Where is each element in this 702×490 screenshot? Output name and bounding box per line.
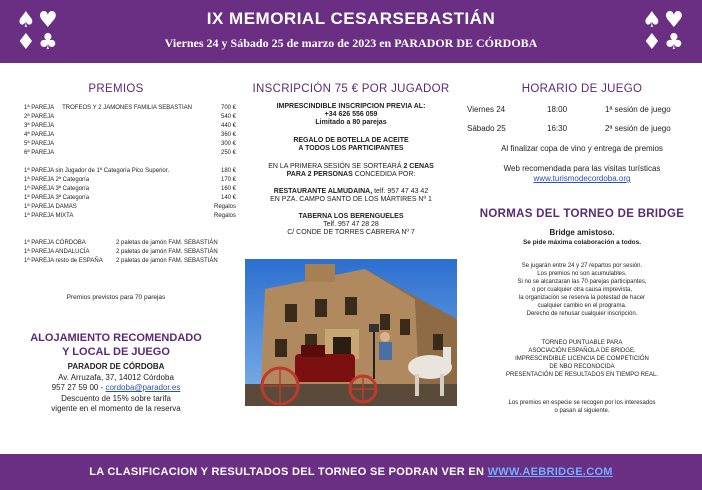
prize-label: 1ª PAREJA sin Jugador de 1ª Categoría Pico Superior. [24,168,170,174]
prize-label: 6ª PAREJA [24,150,55,156]
normas-licencia [462,339,702,379]
discount-line1: Descuento de 15% sobre tarifa [61,393,171,403]
heart-icon: ♥ [38,8,58,33]
schedule-time: 18:00 [547,105,568,114]
rule-line: o por cualquier otra causa imprevista, [531,287,633,293]
prize-row [24,176,236,184]
horario-title: HORARIO DE JUEGO [521,83,643,95]
rule-line: TORNEO PUNTUABLE PARA [541,340,623,346]
bridge-amistoso: Bridge amistoso. [549,228,615,237]
schedule-day: Sábado 25 [467,124,506,133]
inscripcion-phone: +34 626 556 059 [324,111,378,118]
sorteo-line1 [242,163,460,171]
prize-value: 250 € [220,150,236,156]
prize-row [24,185,236,193]
prize-row [24,149,236,157]
prize-value: 440 € [220,123,236,129]
diamond-icon: ♦ [642,30,662,55]
rule-line: PRESENTACIÓN DE RESULTADOS EN TIEMPO REAL. [506,372,658,378]
turismo-link[interactable]: www.turismodecordoba.org [533,174,631,183]
rule-line: o pasan al siguiente. [554,408,610,414]
prize-row [24,122,236,130]
inscripcion-title: INSCRIPCIÓN 75 € POR JUGADOR [252,83,450,95]
normas-title: NORMAS DEL TORNEO DE BRIDGE [479,208,685,220]
rule-line: DE NBO RECONOCIDA [549,364,615,370]
regalo-line1: REGALO DE BOTELLA DE ACEITE [293,137,409,144]
parador-address: Av. Arruzafa, 37, 14012 Córdoba [58,372,174,382]
premios-title: PREMIOS [88,83,144,95]
carriage-photo-illustration [245,259,457,406]
sorteo-info [242,163,460,179]
prize-label: 1ª PAREJA DAMAS [24,204,77,210]
web-link-wrap [462,174,702,184]
prize-row [24,104,236,112]
prize-label: 1ª PAREJA [24,105,55,111]
rule-line: Si no se alcanzaran las 70 parejas participantes, [517,279,647,285]
sorteo-text2: CONCEDIDA POR: [352,171,416,178]
restaurante-name: RESTAURANTE ALMUDAINA, [273,188,373,195]
premios-note: Premios previstos para 70 parejas [66,294,166,301]
prize-value: 360 € [220,132,236,138]
rule-line: Derecho de rehusar cualquier inscripción. [526,311,638,317]
prize-label: 1ª PAREJA MIXTA [24,213,74,219]
prize-row [24,131,236,139]
prize-row [24,203,236,211]
taberna-address: C/ CONDE DE TORRES CABRERA Nº 7 [287,229,415,236]
sorteo-prize2: PARA 2 PERSONAS [286,171,353,178]
prize-label: 1ª PAREJA resto de ESPAÑA [24,258,103,264]
rule-line: la organización se reserva la potestad de hacer [518,295,646,301]
prize-extra: TROFEOS Y 2 JAMONES FAMILIA SEBASTIAN [62,105,192,111]
parador-phone: 957 27 59 00 - [51,383,106,392]
prize-row [24,257,244,265]
schedule-time: 16:30 [547,124,568,133]
prize-row [24,167,236,175]
inscripcion-info [242,103,460,127]
colaboracion: Se pide máxima colaboración a todos. [522,238,642,246]
club-icon: ♣ [664,30,684,55]
rule-line: Se jugarán entre 24 y 27 repartos por sesión. [521,263,643,269]
closing-note: Al finalizar copa de vino y entrega de premios [501,144,663,153]
alojamiento-details [14,362,218,415]
prize-label: 1ª PAREJA 3ª Categoría [24,195,90,201]
cordoba-carriage-photo [245,259,457,406]
taberna-phone: Telf. 957 47 28 28 [323,221,379,228]
prize-value: 700 € [220,105,236,111]
card-suits-left [12,8,72,56]
prize-value: Regalos [213,213,236,219]
schedule-session: 1ª sesión de juego [605,105,671,114]
sorteo-line2 [242,171,460,179]
alojamiento-title-line1: ALOJAMIENTO RECOMENDADO [30,332,202,344]
club-icon: ♣ [38,30,58,55]
event-title: IX MEMORIAL CESARSEBASTIÁN [206,9,496,28]
prize-label: 1ª PAREJA ANDALUCÍA [24,249,90,255]
footer-text: LA CLASIFICACION Y RESULTADOS DEL TORNEO SE PODRAN VER EN [89,466,488,478]
header-banner [0,0,702,63]
inscripcion-previa: IMPRESCINDIBLE INSCRIPCION PREVIA AL: [276,103,426,110]
prize-value: 300 € [220,141,236,147]
parador-name: PARADOR DE CÓRDOBA [67,362,165,371]
prize-value: 540 € [220,114,236,120]
prize-value: 160 € [220,186,236,192]
rule-line: Los premios en especie se recogen por los interesados [508,400,656,406]
regalo-info [242,137,460,153]
prize-row [24,248,244,256]
alojamiento-title [14,331,218,359]
taberna-name: TABERNA LOS BERENGUELES [298,213,404,220]
regalo-line2: A TODOS LOS PARTICIPANTES [298,145,404,152]
rule-line: IMPRESCINDIBLE LICENCIA DE COMPETICIÓN [515,356,649,362]
aebridge-link[interactable]: WWW.AEBRIDGE.COM [487,466,613,478]
normas-subtitle [462,228,702,247]
schedule-session: 2ª sesión de juego [605,124,671,133]
normas-rules [462,262,702,318]
diamond-icon: ♦ [16,30,36,55]
card-suits-right [638,8,698,56]
restaurante-line1 [242,188,460,196]
restaurante-phone: telf. 957 47 43 42 [372,188,429,195]
prize-value: 2 paletas de jamón FAM. SEBASTIÁN [116,240,218,246]
prize-row [24,212,236,220]
parador-email-link[interactable]: cordoba@parador.es [105,383,181,392]
rule-line: Los premios no son acumulables. [537,271,627,277]
heart-icon: ♥ [664,8,684,33]
prize-value: 2 paletas de jamón FAM. SEBASTIÁN [116,249,218,255]
prize-row [24,140,236,148]
restaurante-info [242,188,460,204]
restaurante-address: EN PZA. CAMPO SANTO DE LOS MÁRTIRES Nº 1 [270,196,432,203]
schedule-day: Viernes 24 [467,105,506,114]
inscripcion-limit: Limitado a 80 parejas [315,119,387,126]
prize-label: 3ª PAREJA [24,123,55,129]
prize-label: 1ª PAREJA 2ª Categoría [24,177,90,183]
taberna-info [242,213,460,237]
prize-label: 5ª PAREJA [24,141,55,147]
sorteo-prize: 2 CENAS [403,163,434,170]
schedule-row [467,104,702,116]
parador-contact [14,383,218,394]
prize-row [24,113,236,121]
prize-label: 1ª PAREJA 3ª Categoría [24,186,90,192]
spade-icon: ♠ [642,8,662,33]
prize-row [24,194,236,202]
alojamiento-title-line2: Y LOCAL DE JUEGO [62,346,170,358]
prize-label: 1ª PAREJA CÓRDOBA [24,240,86,246]
discount-line2: vigente en el momento de la reserva [51,404,181,413]
prize-value: 170 € [220,177,236,183]
prize-label: 4ª PAREJA [24,132,55,138]
rule-line: cualquier cambio en el programa. [537,303,627,309]
prize-value: 180 € [220,168,236,174]
prize-value: 2 paletas de jamón FAM. SEBASTIÁN [116,258,218,264]
spade-icon: ♠ [16,8,36,33]
rule-line: ASOCIACIÓN ESPAÑOLA DE BRIDGE. [528,348,636,354]
footer-banner [0,454,702,490]
prize-row [24,239,244,247]
prize-value: Regalos [213,204,236,210]
web-label: Web recomendada para las visitas turísticas [503,164,661,173]
event-subtitle: Viernes 24 y Sábado 25 de marzo de 2023 en PARADOR DE CÓRDOBA [164,36,538,50]
sorteo-text: EN LA PRIMERA SESIÓN SE SORTEARÁ [268,163,404,170]
normas-premios-especie [462,399,702,415]
prize-label: 2ª PAREJA [24,114,55,120]
prize-value: 140 € [220,195,236,201]
schedule-row [467,123,702,135]
